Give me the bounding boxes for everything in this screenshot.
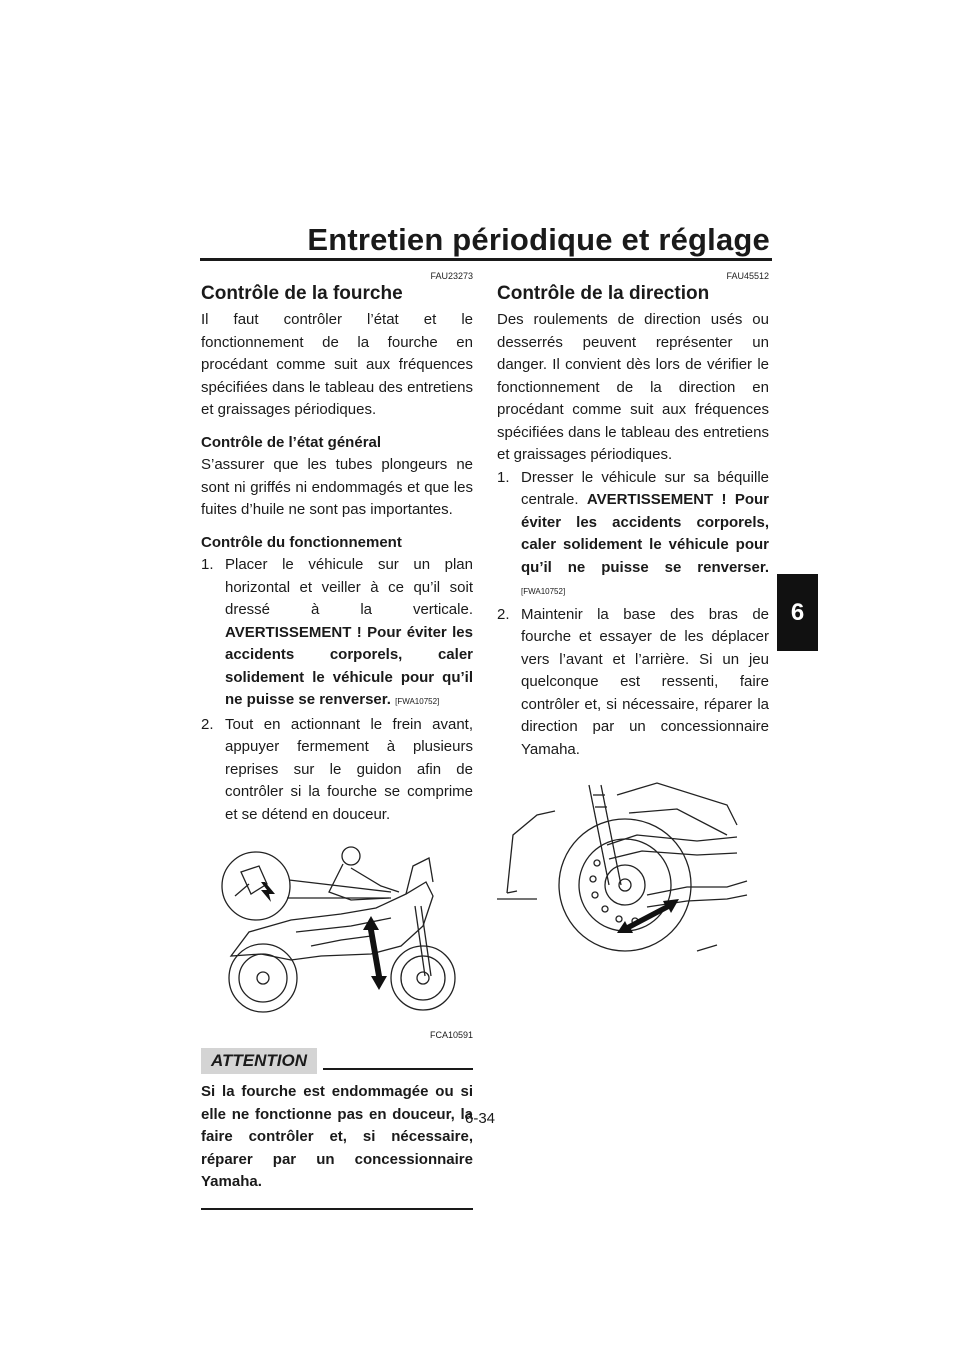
list-item <box>201 714 473 827</box>
attention-header <box>201 1048 473 1078</box>
page-number: 6-34 <box>464 1110 496 1127</box>
section-code: FAU45512 <box>726 271 769 281</box>
left-column <box>201 270 473 1210</box>
section-title-fork: Contrôle de la fourche <box>201 283 403 304</box>
step-text: Maintenir la base des bras de fourche et essayer de les déplacer vers l’avant et l’arrière. Si un jeu quelconque est ressenti, faire contrôler et, si nécessaire, réparer la direction par un concessionnaire Yamaha. <box>521 605 769 758</box>
step-text: Placer le véhicule sur un plan horizontal et veiller à ce qu’il soit dressé à la verticale. <box>225 556 473 618</box>
right-column <box>497 270 769 963</box>
page-header-title: Entretien périodique et réglage <box>307 222 770 257</box>
attention-label: ATTENTION <box>201 1048 317 1074</box>
step-number: 1. <box>201 556 214 573</box>
step-text: Tout en actionnant le frein avant, appuyer fermement à plusieurs reprises sur le guidon afin de contrôler si la fourche se comprime et se détend en douceur. <box>225 715 473 823</box>
header-rule <box>200 258 772 261</box>
step-text: Dresser le véhicule sur sa béquille centrale. <box>521 468 769 508</box>
fork-intro: Il faut contrôler l’état et le fonctionnement de la fourche en procédant comme suit aux fréquences spécifiées dans le tableau des entretiens et graissages périodiques. <box>201 311 473 418</box>
general-text: S’assurer que les tubes plongeurs ne sont ni griffés ni endommagés et que les fuites d’huile ne sont pas importantes. <box>201 456 473 518</box>
step-number: 2. <box>497 605 510 623</box>
steering-intro: Des roulements de direction usés ou desserrés peuvent représenter un danger. Il convient dès lors de vérifier le fonctionnement de la direction en procédant comme suit aux fréquences spécifiées dans le tableau des entretiens et graissages périodiques. <box>497 311 769 463</box>
step-number: 2. <box>201 715 214 733</box>
warning-text: AVERTISSEMENT ! Pour éviter les accidents corporels, caler solidement le véhicule pour qu’il ne puisse se renverser. <box>225 623 473 708</box>
warning-code: [FWA10752] <box>395 697 440 706</box>
attention-text: Si la fourche est endommagée ou si elle ne fonctionne pas en douceur, la faire contrôler et, si nécessaire, réparer par un concessionnaire Yamaha. <box>201 1083 473 1190</box>
warning-code: [FWA10752] <box>521 587 566 596</box>
figure-code: FCA10591 <box>429 1029 473 1040</box>
attention-rule <box>323 1068 473 1070</box>
motorcycle-fork-illustration <box>201 836 473 1016</box>
figure-steering <box>497 775 769 963</box>
subheading-general: Contrôle de l’état général <box>201 433 382 451</box>
list-item <box>201 554 473 714</box>
subheading-operation: Contrôle du fonctionnement <box>201 533 402 551</box>
step-number: 1. <box>497 468 510 486</box>
section-code: FAU23273 <box>430 271 473 281</box>
fork-steps <box>201 554 473 826</box>
section-title-steering: Contrôle de la direction <box>497 283 710 304</box>
chapter-tab: 6 <box>777 574 818 651</box>
warning-text: AVERTISSEMENT ! Pour éviter les accidents corporels, caler solidement le véhicule pour qu’il ne puisse se renverser. <box>521 491 769 576</box>
list-item <box>497 604 769 762</box>
list-item <box>497 467 769 604</box>
figure-motorcycle-fork <box>201 836 473 1046</box>
attention-bottom-rule <box>201 1208 473 1210</box>
steering-steps <box>497 467 769 762</box>
steering-check-illustration <box>497 775 757 955</box>
